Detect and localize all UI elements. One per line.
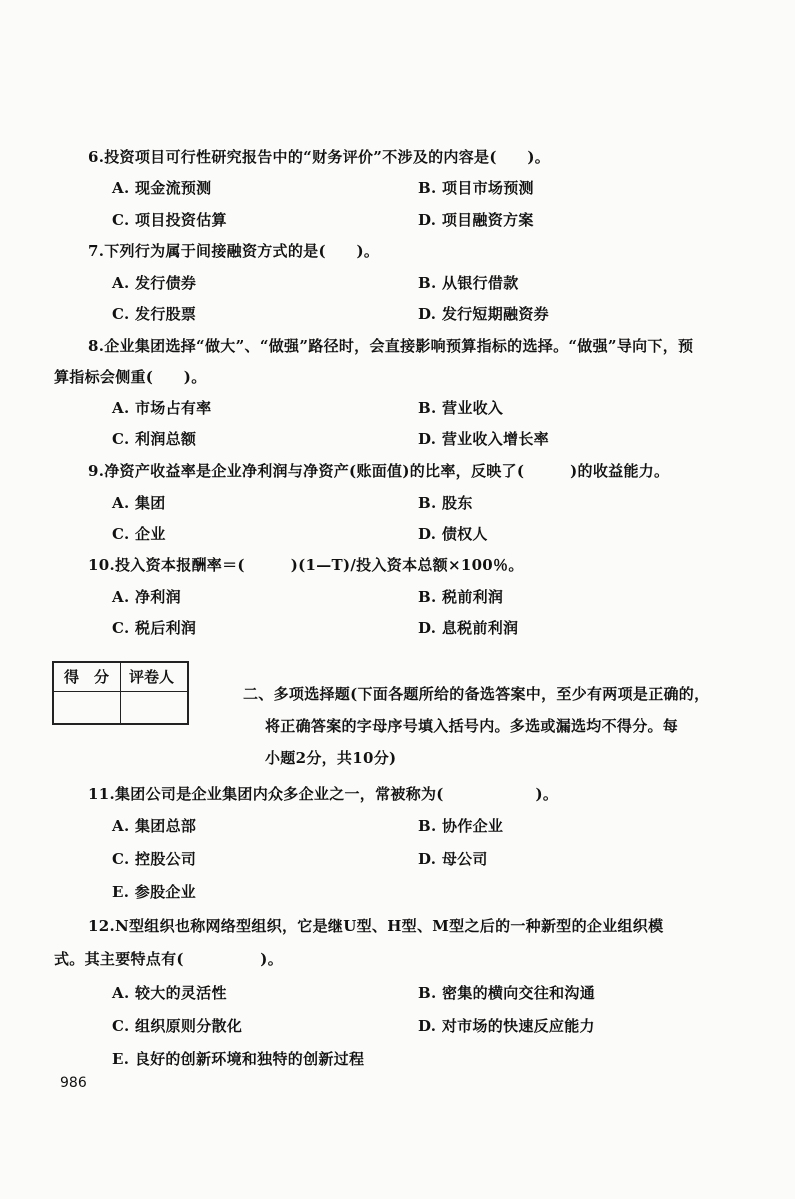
question-12-option-b: B. 密集的横向交往和沟通	[418, 984, 596, 1002]
question-8-option-c: C. 利润总额	[112, 430, 197, 448]
question-12-option-c: C. 组织原则分散化	[112, 1017, 243, 1035]
question-11-option-a: A. 集团总部	[112, 817, 197, 835]
question-12-stem-line1: 12.N型组织也称网络型组织，它是继U型、H型、M型之后的一种新型的企业组织模	[88, 917, 664, 935]
question-6-option-b: B. 项目市场预测	[418, 179, 534, 197]
question-12-stem-line2: 式。其主要特点有( )。	[54, 950, 283, 968]
question-6-option-c: C. 项目投资估算	[112, 211, 227, 229]
question-9-option-c: C. 企业	[112, 525, 166, 543]
question-11-option-e: E. 参股企业	[112, 883, 196, 901]
score-table-divider-v	[120, 663, 121, 723]
question-8-option-d: D. 营业收入增长率	[418, 430, 549, 448]
question-11-option-d: D. 母公司	[418, 850, 488, 868]
question-7-stem: 7.下列行为属于间接融资方式的是( )。	[88, 242, 380, 260]
question-7-option-a: A. 发行债券	[112, 274, 197, 292]
question-9-option-a: A. 集团	[112, 494, 166, 512]
section-2-heading-line1: 二、多项选择题(下面各题所给的备选答案中，至少有两项是正确的，	[243, 685, 710, 703]
question-6-stem: 6.投资项目可行性研究报告中的“财务评价”不涉及的内容是( )。	[88, 148, 551, 166]
question-7-option-c: C. 发行股票	[112, 305, 197, 323]
page-number: 986	[60, 1075, 87, 1091]
question-9-option-d: D. 债权人	[418, 525, 488, 543]
question-12-option-d: D. 对市场的快速反应能力	[418, 1017, 595, 1035]
question-10-option-b: B. 税前利润	[418, 588, 504, 606]
question-8-stem-line2: 算指标会侧重( )。	[54, 368, 207, 386]
score-table	[52, 661, 189, 725]
section-2-heading-line3: 小题2分，共10分)	[265, 749, 397, 767]
question-11-stem: 11.集团公司是企业集团内众多企业之一，常被称为( )。	[88, 785, 559, 803]
question-12-option-e: E. 良好的创新环境和独特的创新过程	[112, 1050, 365, 1068]
question-8-stem-line1: 8.企业集团选择“做大”、“做强”路径时，会直接影响预算指标的选择。“做强”导向下，预	[88, 337, 694, 355]
question-6-option-a: A. 现金流预测	[112, 179, 212, 197]
question-11-option-c: C. 控股公司	[112, 850, 197, 868]
question-10-option-a: A. 净利润	[112, 588, 181, 606]
question-7-option-b: B. 从银行借款	[418, 274, 519, 292]
question-9-option-b: B. 股东	[418, 494, 473, 512]
question-12-option-a: A. 较大的灵活性	[112, 984, 227, 1002]
question-9-stem: 9.净资产收益率是企业净利润与净资产(账面值)的比率，反映了( )的收益能力。	[88, 462, 670, 480]
question-6-option-d: D. 项目融资方案	[418, 211, 534, 229]
question-10-stem: 10.投入资本报酬率＝( )(1—T)/投入资本总额×100％。	[88, 556, 524, 574]
question-8-option-a: A. 市场占有率	[112, 399, 212, 417]
question-10-option-c: C. 税后利润	[112, 619, 197, 637]
score-label: 得 分	[64, 668, 110, 686]
question-11-option-b: B. 协作企业	[418, 817, 504, 835]
question-7-option-d: D. 发行短期融资券	[418, 305, 549, 323]
grader-label: 评卷人	[129, 668, 175, 686]
question-10-option-d: D. 息税前利润	[418, 619, 519, 637]
question-8-option-b: B. 营业收入	[418, 399, 504, 417]
section-2-heading-line2: 将正确答案的字母序号填入括号内。多选或漏选均不得分。每	[265, 717, 679, 735]
